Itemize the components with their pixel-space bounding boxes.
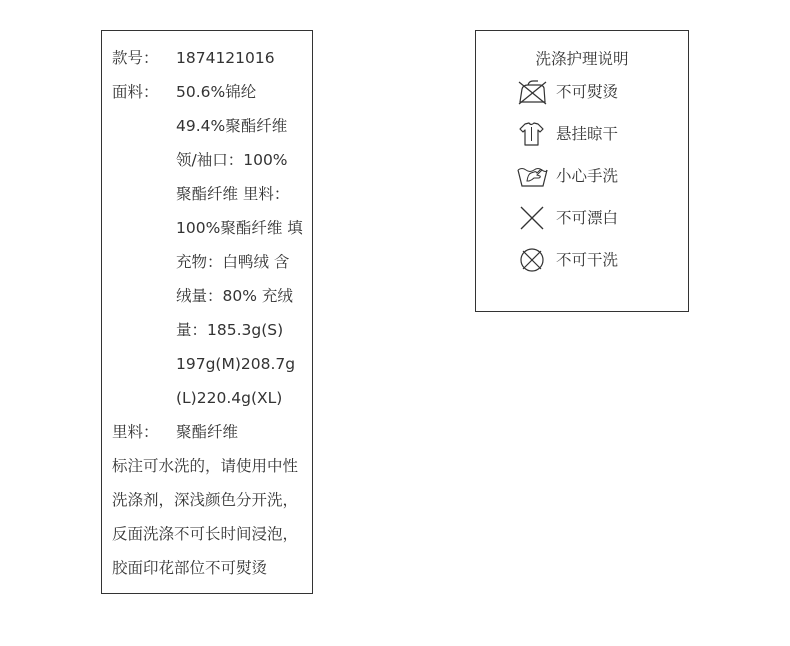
care-title: 洗涤护理说明: [535, 50, 629, 68]
hand-wash-icon: [516, 161, 548, 191]
lining-label: 里料：: [112, 423, 159, 441]
product-spec-box: [101, 30, 313, 594]
fabric-line: 绒量：80% 充绒: [176, 287, 293, 305]
no-bleach-icon: [516, 203, 548, 233]
fabric-line: 50.6%锦纶: [176, 83, 257, 101]
care-item-no-iron: [516, 77, 686, 107]
care-item-hand-wash: [516, 161, 686, 191]
care-item-no-bleach: [516, 203, 686, 233]
fabric-label: 面料：: [112, 83, 159, 101]
fabric-line: 量：185.3g(S): [176, 321, 284, 339]
care-instructions-box: [475, 30, 689, 312]
care-item-hang-dry: [516, 119, 686, 149]
care-item-label: 不可漂白: [556, 209, 619, 227]
care-note-line: 洗涤剂，深浅颜色分开洗，: [112, 491, 299, 509]
care-item-label: 不可熨烫: [556, 83, 619, 101]
hang-dry-icon: [516, 119, 548, 149]
care-item-label: 小心手洗: [556, 167, 619, 185]
care-note-line: 胶面印花部位不可熨烫: [112, 559, 268, 577]
style-number-value: 1874121016: [176, 49, 275, 67]
fabric-line: 100%聚酯纤维 填: [176, 219, 303, 237]
care-note-line: 反面洗涤不可长时间浸泡，: [112, 525, 299, 543]
fabric-line: 49.4%聚酯纤维: [176, 117, 288, 135]
no-dry-clean-icon: [516, 245, 548, 275]
fabric-line: (L)220.4g(XL): [176, 389, 283, 407]
care-item-label: 不可干洗: [556, 251, 619, 269]
fabric-line: 聚酯纤维 里料：: [176, 185, 290, 203]
care-item-no-dry-clean: [516, 245, 686, 275]
fabric-line: 充物：白鸭绒 含: [176, 253, 290, 271]
care-note-line: 标注可水洗的，请使用中性: [112, 457, 299, 475]
lining-value: 聚酯纤维: [176, 423, 239, 441]
fabric-line: 领/袖口：100%: [176, 151, 288, 169]
style-number-label: 款号：: [112, 49, 159, 67]
care-item-label: 悬挂晾干: [556, 125, 619, 143]
fabric-line: 197g(M)208.7g: [176, 355, 296, 373]
no-iron-icon: [516, 77, 548, 107]
